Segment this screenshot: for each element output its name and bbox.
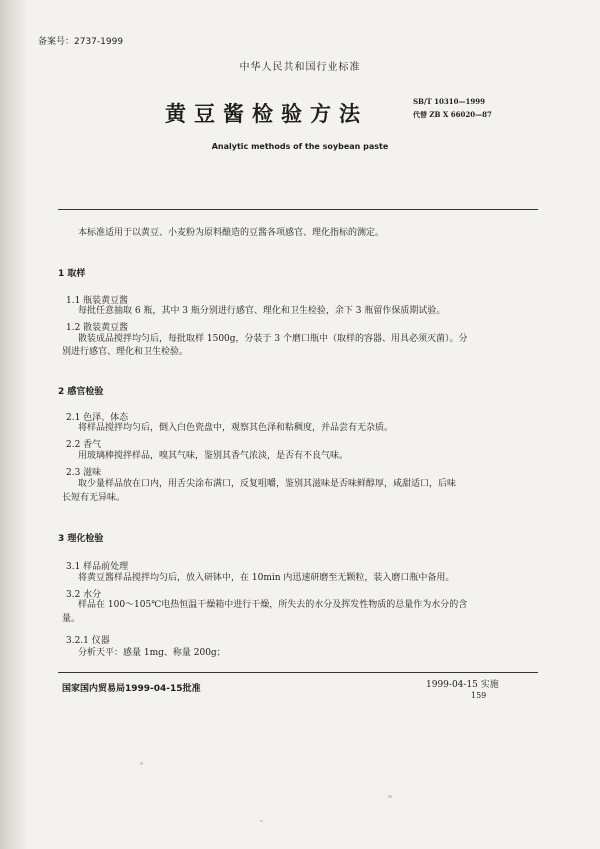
implementation-date: 1999-04-15 实施 xyxy=(426,680,499,690)
paragraph: 分析天平：感量 1mg、称量 200g； xyxy=(78,648,226,658)
paragraph: 样品在 100～105℃电热恒温干燥箱中进行干燥，所失去的水分及挥发性物质的总量作为水分的含 xyxy=(78,600,468,610)
paragraph: 取少量样品放在口内，用舌尖涂布满口，反复咀嚼，鉴别其滋味是否味鲜醇厚，咸甜适口，后味 xyxy=(78,479,457,489)
document-title: 黄豆酱检验方法 xyxy=(165,102,368,126)
scan-speck xyxy=(388,795,392,798)
subsection-heading: 2.1 色泽、体态 xyxy=(66,413,129,423)
footer-divider xyxy=(58,672,538,673)
paragraph: 将黄豆酱样品搅拌均匀后，放入研钵中，在 10min 内迅速研磨至无颗粒，装入磨口瓶中备用。 xyxy=(78,573,455,583)
subsection-heading: 2.2 香气 xyxy=(66,440,102,450)
paragraph: 散装成品搅拌均匀后，每批取样 1500g，分装于 3 个磨口瓶中（取样的容器、用具必须灭菌）。分 xyxy=(78,334,468,344)
registration-number: 备案号：2737-1999 xyxy=(38,37,124,47)
scan-speck xyxy=(140,762,143,765)
section-heading: 1 取样 xyxy=(58,269,86,279)
paragraph: 量。 xyxy=(62,614,81,624)
replaces-code: 代替 ZB X 66020—87 xyxy=(413,110,492,119)
section-heading: 2 感官检验 xyxy=(58,387,104,397)
paragraph: 别进行感官、理化和卫生检验。 xyxy=(62,347,189,357)
header-divider xyxy=(58,209,538,210)
section-heading: 3 理化检验 xyxy=(58,534,104,544)
issuing-authority: 国家国内贸易局1999-04-15批准 xyxy=(62,684,201,694)
subsection-heading: 3.2 水分 xyxy=(66,590,102,600)
scope-text: 本标准适用于以黄豆、小麦粉为原料酿造的豆酱各项感官、理化指标的测定。 xyxy=(78,228,385,238)
english-title: Analytic methods of the soybean paste xyxy=(211,142,389,151)
standard-category: 中华人民共和国行业标准 xyxy=(239,62,361,73)
subsection-heading: 1.1 瓶装黄豆酱 xyxy=(66,296,129,306)
paragraph: 将样品搅拌均匀后，倒入白色瓷盘中，观察其色泽和粘稠度，并品尝有无杂质。 xyxy=(78,423,394,433)
paragraph: 每批任意抽取 6 瓶，其中 3 瓶分别进行感官、理化和卫生检验，余下 3 瓶留作保质期试验。 xyxy=(78,306,446,316)
subsection-heading: 3.1 样品前处理 xyxy=(66,562,129,572)
subsection-heading: 1.2 散装黄豆酱 xyxy=(66,323,129,333)
page-number: 159 xyxy=(471,691,487,700)
standard-code: SB/T 10310—1999 xyxy=(413,97,486,106)
paragraph: 用玻璃棒搅拌样品，嗅其气味，鉴别其香气浓淡，是否有不良气味。 xyxy=(78,451,349,461)
paragraph: 长短有无异味。 xyxy=(62,493,126,503)
scan-speck xyxy=(260,820,263,822)
subsection-heading: 2.3 滋味 xyxy=(66,468,102,478)
subsection-heading: 3.2.1 仪器 xyxy=(66,636,110,646)
scan-margin-shadow xyxy=(0,0,28,849)
